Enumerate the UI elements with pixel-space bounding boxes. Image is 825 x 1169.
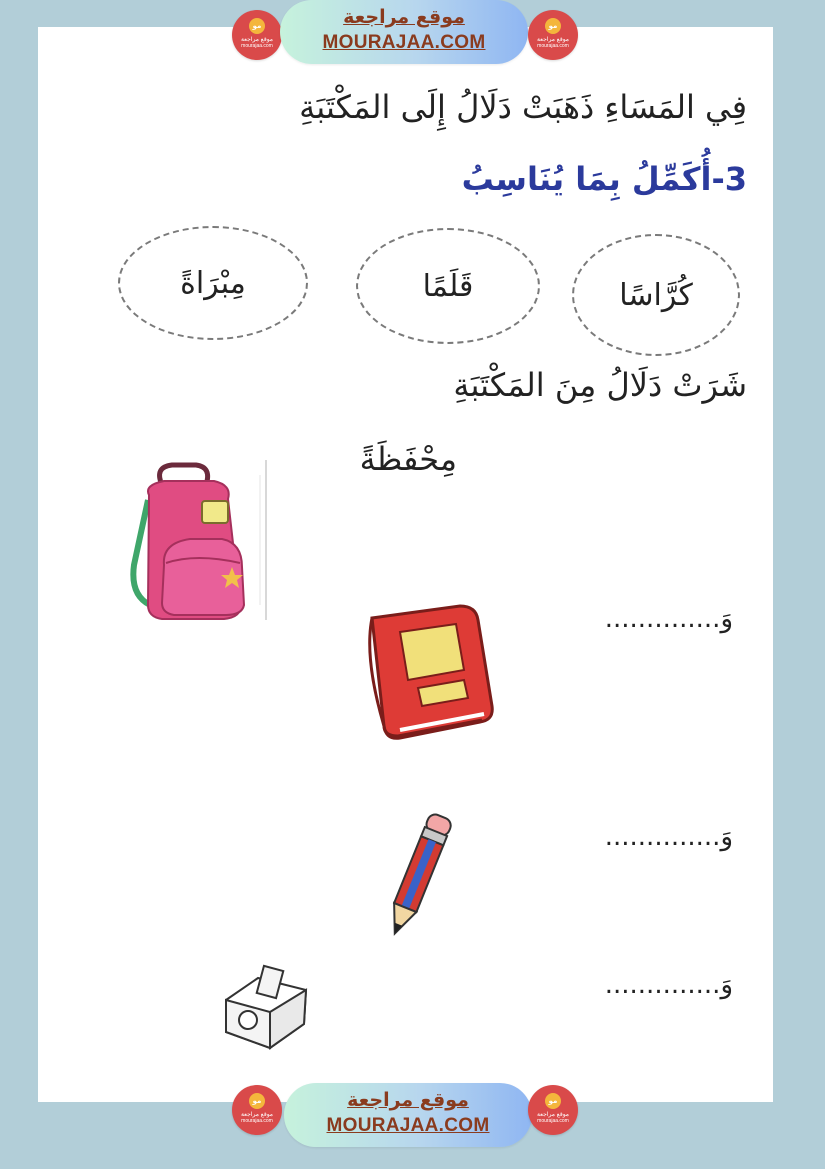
word-option-sharpener: مِبْرَاةً [118,226,308,340]
logo-mark-icon: مو [249,1093,265,1109]
sharpener-icon [218,960,312,1052]
backpack-icon [104,455,276,630]
blank-line-1[interactable]: وَ.............. [604,604,733,634]
logo-mark-icon: مو [545,18,561,34]
blank-line-2[interactable]: وَ.............. [604,822,733,852]
site-logo-badge-footer-right[interactable]: مو موقع مراجعة mourajaa.com [528,1085,578,1135]
footer-site-url[interactable]: MOURAJAA.COM [326,1115,490,1136]
purchase-sentence: شَرَتْ دَلَالُ مِنَ المَكْتَبَةِ [453,366,747,404]
site-name-arabic[interactable]: موقع مراجعة [343,6,465,28]
logo-mark-icon: مو [545,1093,561,1109]
site-logo-badge-footer-left[interactable]: مو موقع مراجعة mourajaa.com [232,1085,282,1135]
site-banner-top[interactable] [280,0,528,64]
notebook-icon [360,598,500,743]
site-url[interactable]: MOURAJAA.COM [322,32,486,53]
first-item-word: مِحْفَظَةً [359,440,457,478]
site-logo-badge-right[interactable]: مو موقع مراجعة mourajaa.com [528,10,578,60]
blank-line-3[interactable]: وَ.............. [604,970,733,1000]
exercise-title: 3-أُكَمِّلُ بِمَا يُنَاسِبُ [461,160,747,198]
site-banner-bottom[interactable] [284,1083,532,1147]
word-option-pen: قَلَمًا [356,228,540,344]
site-logo-badge-left[interactable]: مو موقع مراجعة mourajaa.com [232,10,282,60]
pencil-icon [378,808,458,943]
logo-mark-icon: مو [249,18,265,34]
story-sentence: فِي المَسَاءِ ذَهَبَتْ دَلَالُ إِلَى المَكْتَبَةِ [299,88,747,126]
footer-site-name-arabic[interactable]: موقع مراجعة [347,1089,469,1111]
word-option-notebook: كُرَّاسًا [572,234,740,356]
